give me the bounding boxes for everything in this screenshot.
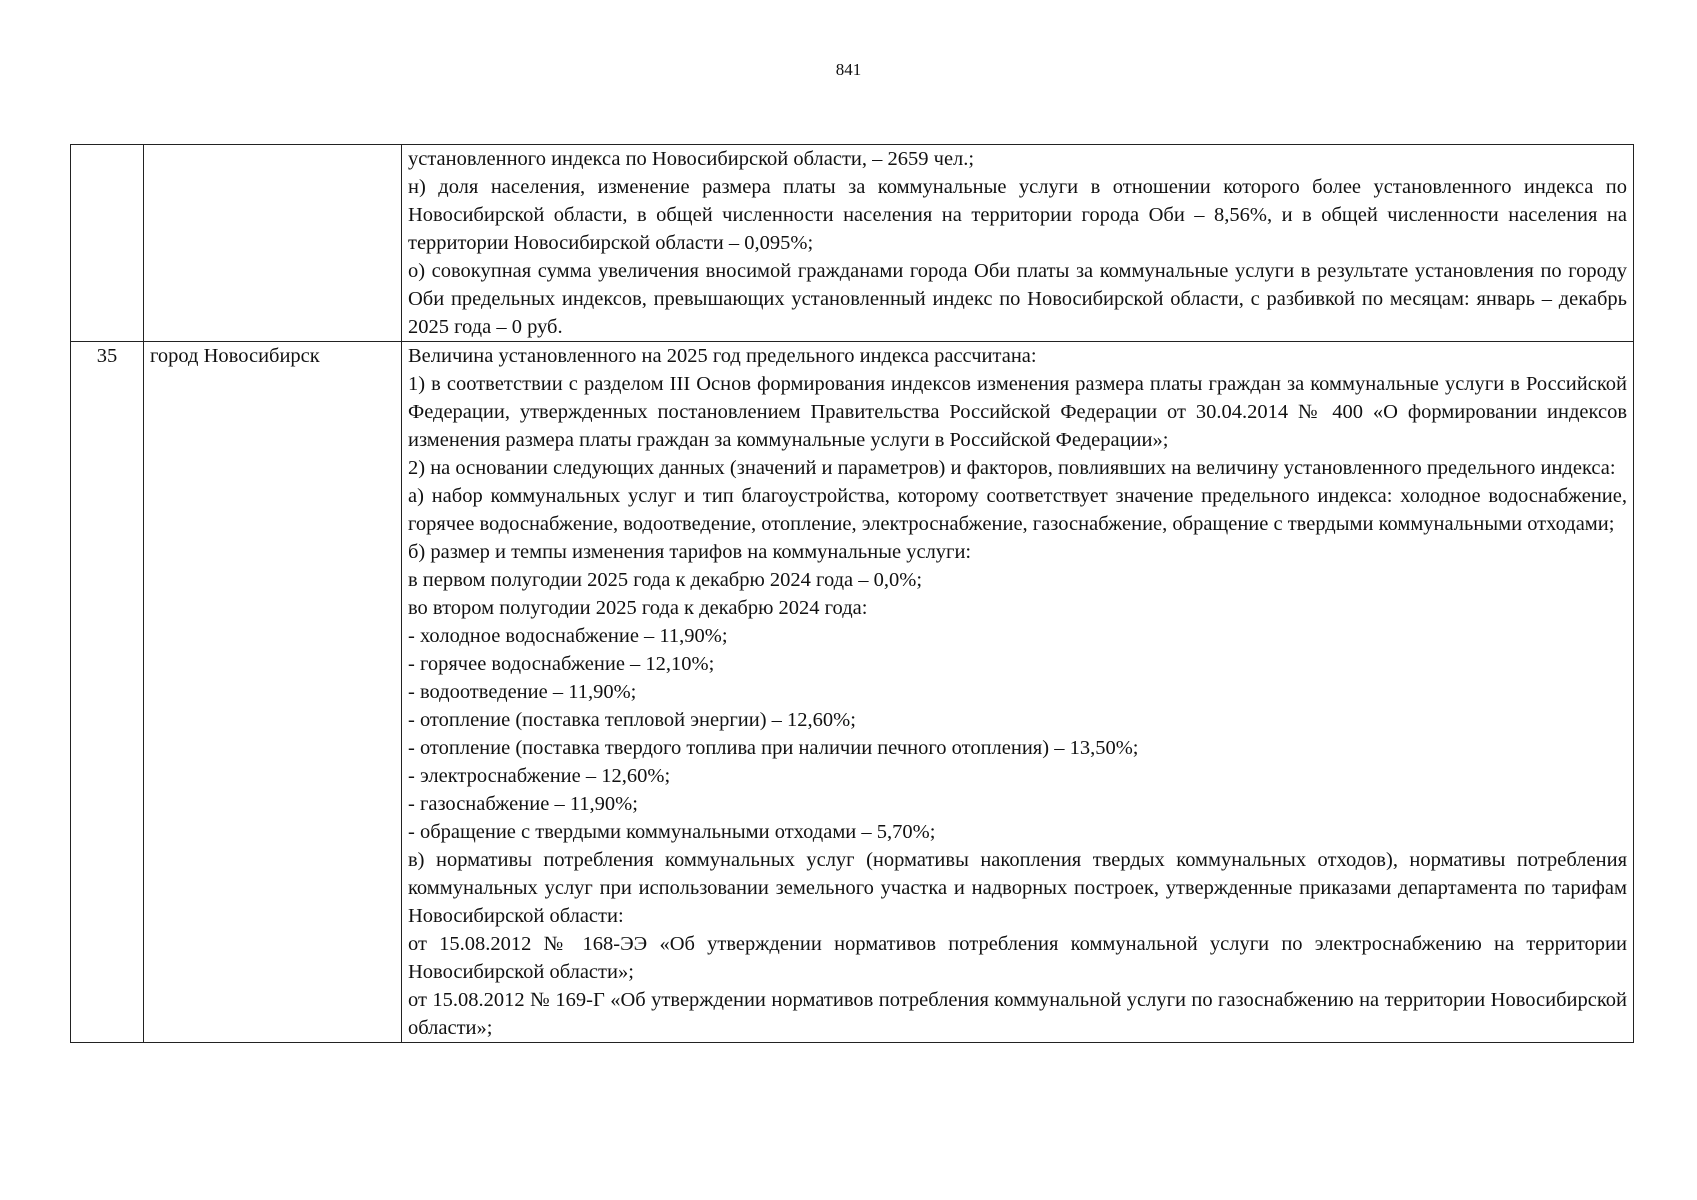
page-number: 841 [835,60,862,79]
paragraph: Величина установленного на 2025 год предельного индекса рассчитана: [408,345,1037,367]
tariff-list [408,622,1627,846]
index-table [70,144,1634,1043]
paragraph: от 15.08.2012 № 168-ЭЭ «Об утверждении нормативов потребления коммунальной услуги по электроснабжению на территории Новосибирской области»; [408,933,1627,983]
paragraph: в первом полугодии 2025 года к декабрю 2024 года – 0,0%; [408,569,923,591]
list-item: - обращение с твердыми коммунальными отходами – 5,70%; [408,821,936,843]
list-item: - отопление (поставка тепловой энергии) – 12,60%; [408,709,856,731]
row-number-cell: 35 [71,342,144,1043]
paragraph: н) доля населения, изменение размера платы за коммунальные услуги в отношении которого более установленного индекса по Новосибирской области, в общей численности населения на территории города Оби – 8,56%, и в общей численности населения на территории Новосибирской области – 0,095%; [408,176,1627,254]
paragraph: установленного индекса по Новосибирской области, – 2659 чел.; [408,148,975,170]
list-item: - электроснабжение – 12,60%; [408,765,671,787]
municipality-cell [144,145,402,342]
paragraph: 2) на основании следующих данных (значений и параметров) и факторов, повлиявших на величину установленного предельного индекса: [408,457,1616,479]
description-cell [402,145,1634,342]
municipality-cell: город Новосибирск [144,342,402,1043]
paragraph: б) размер и темпы изменения тарифов на коммунальные услуги: [408,541,972,563]
table-row [71,342,1634,1043]
description-cell [402,342,1634,1043]
paragraph: о) совокупная сумма увеличения вносимой гражданами города Оби платы за коммунальные услуги в результате установления по городу Оби предельных индексов, превышающих установленный индекс по Новосибирской области, с разбивкой по месяцам: январь – декабрь 2025 года – 0 руб. [408,260,1627,338]
paragraph: во втором полугодии 2025 года к декабрю 2024 года: [408,597,868,619]
row-number-cell [71,145,144,342]
paragraph: в) нормативы потребления коммунальных услуг (нормативы накопления твердых коммунальных отходов), нормативы потребления коммунальных услуг при использовании земельного участка и надворных построек, утвержденные приказами департамента по тарифам Новосибирской области: [408,849,1627,927]
list-item: - газоснабжение – 11,90%; [408,793,638,815]
paragraph: от 15.08.2012 № 169-Г «Об утверждении нормативов потребления коммунальной услуги по газоснабжению на территории Новосибирской области»; [408,989,1627,1039]
table-row [71,145,1634,342]
list-item: - водоотведение – 11,90%; [408,681,637,703]
list-item: - отопление (поставка твердого топлива при наличии печного отопления) – 13,50%; [408,737,1139,759]
paragraph: а) набор коммунальных услуг и тип благоустройства, которому соответствует значение предельного индекса: холодное водоснабжение, горячее водоснабжение, водоотведение, отопление, электроснабжение, газоснабжение, обращение с твердыми коммунальными отходами; [408,485,1627,535]
list-item: - горячее водоснабжение – 12,10%; [408,653,715,675]
paragraph: 1) в соответствии с разделом III Основ формирования индексов изменения размера платы граждан за коммунальные услуги в Российской Федерации, утвержденных постановлением Правительства Российской Федерации от 30.04.2014 № 400 «О формировании индексов изменения размера платы граждан за коммунальные услуги в Российской Федерации»; [408,373,1627,451]
list-item: - холодное водоснабжение – 11,90%; [408,625,728,647]
